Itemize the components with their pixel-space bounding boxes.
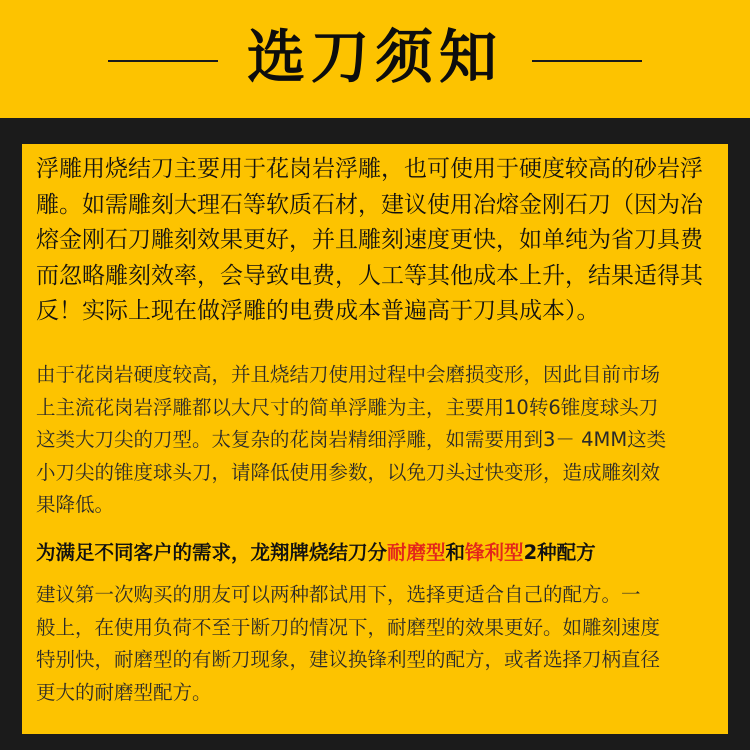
text-line: 更大的耐磨型配方。 — [36, 680, 212, 704]
text-line: 建议第一次购买的朋友可以两种都试用下，选择更适合自己的配方。一 — [36, 583, 641, 606]
granite-note-paragraph — [36, 359, 716, 522]
text-line: 般上，在使用负荷不至于断刀的情况下，耐磨型的效果更好。如雕刻速度 — [36, 615, 661, 639]
text-line: 由于花岗岩硬度较高，并且烧结刀使用过程中会磨损变形，因此目前市场 — [36, 363, 661, 386]
page-title: 选刀须知 — [246, 23, 503, 91]
text-line: 雕。如需雕刻大理石等软质石材，建议使用冶熔金刚石刀（因为冶 — [36, 191, 703, 218]
text-line: 反！实际上现在做浮雕的电费成本普遍高于刀具成本）。 — [36, 298, 600, 324]
purchase-advice-paragraph — [36, 579, 716, 709]
title-rule-right — [532, 60, 642, 62]
text-line: 浮雕用烧结刀主要用于花岗岩浮雕，也可使用于硬度较高的砂岩浮 — [36, 156, 703, 182]
sharp-type: 锋利型 — [465, 541, 524, 564]
header-banner — [0, 0, 750, 118]
text-line: 上主流花岗岩浮雕都以大尺寸的简单浮雕为主，主要用10转6锥度球头刀 — [36, 395, 659, 419]
formula-prefix: 为满足不同客户的需求，龙翔牌烧结刀分 — [36, 541, 388, 564]
text-line: 果降低。 — [36, 493, 115, 516]
text-line: 特别快，耐磨型的有断刀现象，建议换锋利型的配方，或者选择刀柄直径 — [36, 648, 661, 671]
formula-suffix: 2种配方 — [523, 541, 596, 564]
text-line: 熔金刚石刀雕刻效果更好，并且雕刻速度更快，如单纯为省刀具费 — [36, 227, 703, 253]
intro-paragraph — [36, 152, 716, 330]
wear-resistant-type: 耐磨型 — [387, 541, 446, 564]
text-line: 而忽略雕刻效率，会导致电费，人工等其他成本上升，结果适得其 — [36, 262, 703, 289]
formula-heading — [36, 537, 716, 569]
text-line: 这类大刀尖的刀型。太复杂的花岗岩精细浮雕，如需要用到3－ 4MM这类 — [36, 428, 667, 451]
text-line: 小刀尖的锥度球头刀，请降低使用参数，以免刀头过快变形，造成雕刻效 — [36, 460, 661, 484]
formula-and: 和 — [445, 541, 466, 564]
